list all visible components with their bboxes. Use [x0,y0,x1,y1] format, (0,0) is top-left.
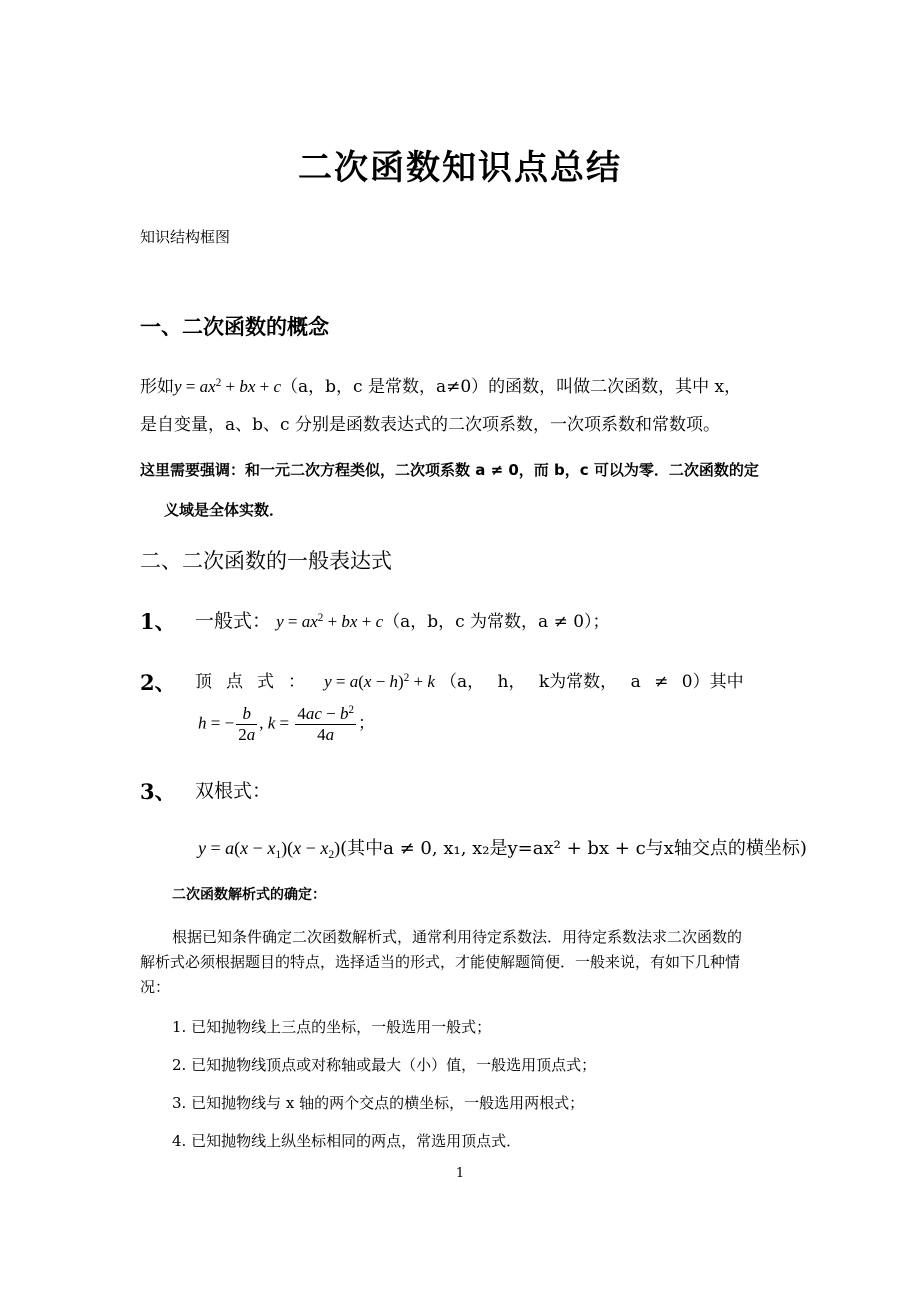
section3-paragraph-line1: 根据已知条件确定二次函数解析式，通常利用待定系数法．用待定系数法求二次函数的 [172,928,743,946]
item3-number: 3、 [140,779,176,804]
section2-heading: 二、二次函数的一般表达式 [140,549,392,573]
list-item: 2. 已知抛物线顶点或对称轴或最大（小）值，一般选用顶点式； [172,1056,597,1074]
section1-heading: 一、二次函数的概念 [140,314,329,339]
section3-heading: 二次函数解析式的确定： [172,887,326,903]
item2-label: 顶点式： [195,672,319,692]
general-formula: y [174,377,182,396]
h-fraction: $\frac{b}{2a}$ [238,704,256,744]
page-title: 二次函数知识点总结 [298,148,622,188]
section1-paragraph-line2: 是自变量，a、b、c 分别是函数表达式的二次项系数，一次项系数和常数项。 [140,415,720,435]
section1-para-a: （a，b，c 是常数，a≠0）的函数，叫做二次函数，其中 x， [281,377,742,397]
item3-condition: (其中a ≠ 0, x₁, x₂是y=ax² + bx + c与x轴交点的横坐标) [340,838,807,859]
item2-number: 2、 [140,670,176,695]
list-item: 1. 已知抛物线上三点的坐标，一般选用一般式； [172,1018,492,1036]
item3-formula: $y = a(x - x_1)(x - x_2)$ [198,838,341,861]
subtitle: 知识结构框图 [140,228,231,246]
item2-formula: $y = a(x - h)^2 + k$ [324,671,435,691]
list-item: 3. 已知抛物线与 x 轴的两个交点的横坐标，一般选用两根式； [172,1094,585,1112]
item3-label: 双根式： [195,780,272,802]
list-item: 4. 已知抛物线上纵坐标相同的两点，常选用顶点式． [172,1132,522,1150]
section3-paragraph-line2: 解析式必须根据题目的特点，选择适当的形式，才能使解题简便．一般来说，有如下几种情 [140,953,741,971]
vertex-coordinates: h = − $\frac{b}{2a}$ , k = $\frac{4ac - b^2}{4a}$ ； [198,703,375,744]
section1-paragraph-line1: 形如$y = ax^2$ + bx + c（a，b，c 是常数，a≠0）的函数，叫做二次函数，其中 x， [140,376,742,397]
item2-condition: （a， h， k为常数， a ≠ 0）其中 [439,672,744,692]
section3-paragraph-line3: 况： [140,978,171,996]
item1-condition: （a，b，c 为常数，a ≠ 0）； [383,612,610,632]
section1-para-lead: 形如 [140,377,174,397]
item1-formula: $y = ax^2$ + bx + c [276,611,384,631]
page-number: 1 [455,1166,465,1181]
item1-row [195,606,610,633]
section1-note-line2: 义域是全体实数． [164,501,285,519]
section1-note-line1: 这里需要强调：和一元二次方程类似，二次项系数 a ≠ 0，而 b，c 可以为零．二次函数的定 [140,461,759,479]
k-fraction: $\frac{4ac - b^2}{4a}$ [297,703,354,744]
item1-label: 一般式： [195,610,272,632]
item1-number: 1、 [140,609,176,634]
item3-formula-row [198,834,807,860]
item2-row [195,667,744,692]
